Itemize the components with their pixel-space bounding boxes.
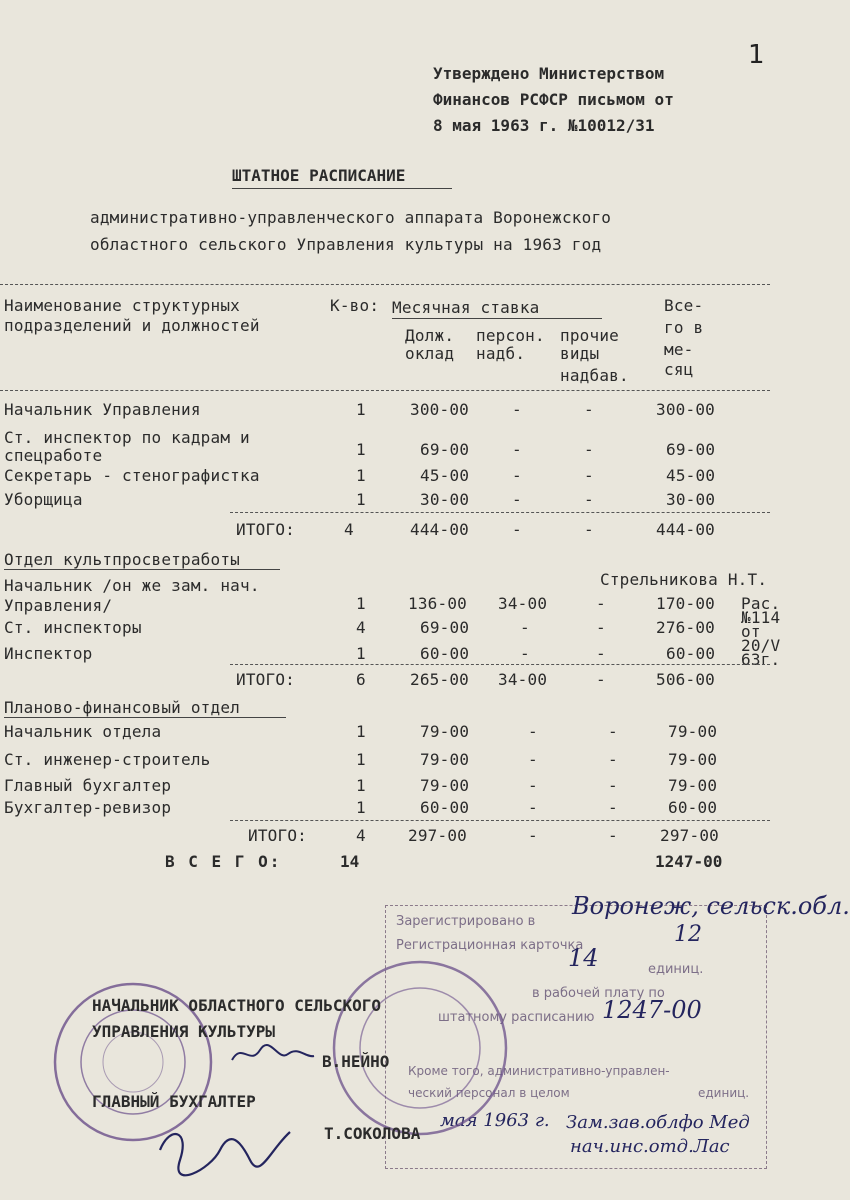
header-personal-2: надб.: [476, 344, 526, 363]
stamp-line-1: Зарегистрировано в: [396, 914, 536, 929]
subtotal-personal: -: [512, 520, 522, 539]
header-personal-1: персон.: [476, 326, 545, 345]
row-salary: 79-00: [420, 750, 470, 769]
row-personal: -: [512, 490, 522, 509]
row-qty: 1: [356, 750, 366, 769]
subtitle-line-1: административно-управленческого аппарата Воронежского: [90, 208, 612, 227]
accountant-title: ГЛАВНЫЙ БУХГАЛТЕР: [92, 1092, 256, 1111]
header-salary-2: оклад: [405, 344, 455, 363]
row-personal: 34-00: [498, 594, 548, 613]
row-other: -: [608, 776, 618, 795]
section-title: Планово-финансовый отдел: [4, 698, 240, 717]
hw-units: 14: [568, 944, 599, 972]
row-total: 79-00: [668, 722, 718, 741]
header-total-1: Все-: [664, 296, 704, 315]
subtotal-other: -: [608, 826, 618, 845]
row-other: -: [608, 722, 618, 741]
row-title-cont: Управления/: [4, 596, 113, 615]
row-personal: -: [512, 466, 522, 485]
row-title: Главный бухгалтер: [4, 776, 172, 795]
row-qty: 4: [356, 618, 366, 637]
row-other: -: [584, 490, 594, 509]
head-title-1: НАЧАЛЬНИК ОБЛАСТНОГО СЕЛЬСКОГО: [92, 996, 381, 1015]
table-header-rule: [0, 390, 770, 391]
row-salary: 60-00: [420, 644, 470, 663]
hw-card: 12: [674, 922, 702, 947]
row-title: Начальник /он же зам. нач.: [4, 576, 260, 595]
subtotal-total: 444-00: [656, 520, 715, 539]
row-personal: -: [520, 618, 530, 637]
row-personal: -: [520, 644, 530, 663]
hw-line-2: нач.инс.отд.Лас: [570, 1136, 730, 1157]
row-personal: -: [528, 722, 538, 741]
header-total-4: сяц: [664, 360, 694, 379]
title-underline: [232, 188, 452, 189]
header-qty: К-во:: [330, 296, 380, 315]
row-other: -: [596, 618, 606, 637]
row-title: Начальник Управления: [4, 400, 201, 419]
subtotal-total: 506-00: [656, 670, 715, 689]
head-title-2: УПРАВЛЕНИЯ КУЛЬТУРЫ: [92, 1022, 276, 1041]
row-other: -: [608, 750, 618, 769]
header-salary-1: Долж.: [405, 326, 455, 345]
header-other-3: надбав.: [560, 366, 629, 385]
grand-total-sum: 1247-00: [655, 852, 723, 871]
row-total: 45-00: [666, 466, 716, 485]
row-total: 69-00: [666, 440, 716, 459]
section-title-underline: [4, 717, 286, 718]
side-note-3: от: [741, 622, 761, 641]
row-salary: 69-00: [420, 440, 470, 459]
section-note: Стрельникова Н.Т.: [600, 570, 768, 589]
subtotal-rule: [230, 664, 770, 665]
row-personal: -: [528, 798, 538, 817]
row-total: 79-00: [668, 750, 718, 769]
stamp-line-8: единиц.: [698, 1086, 750, 1100]
subtotal-qty: 4: [356, 826, 366, 845]
round-seal-right: [325, 958, 515, 1138]
row-total: 170-00: [656, 594, 715, 613]
approval-line-3: 8 мая 1963 г. №10012/31: [433, 116, 655, 135]
row-salary: 30-00: [420, 490, 470, 509]
row-total: 60-00: [668, 798, 718, 817]
hw-sum: 1247-00: [602, 996, 702, 1024]
subtotal-other: -: [584, 520, 594, 539]
row-qty: 1: [356, 798, 366, 817]
row-total: 300-00: [656, 400, 715, 419]
row-other: -: [584, 440, 594, 459]
stamp-line-2: Регистрационная карточка: [396, 938, 584, 953]
subtotal-personal: -: [528, 826, 538, 845]
row-title: Уборщица: [4, 490, 83, 509]
row-total: 60-00: [666, 644, 716, 663]
head-signature: [228, 1040, 318, 1070]
row-qty: 1: [356, 594, 366, 613]
hw-line-1: Зам.зав.облфо Мед: [566, 1112, 750, 1133]
section-title-underline: [4, 569, 280, 570]
hw-place: Воронеж, сельск.обл.: [572, 892, 850, 920]
stamp-line-4: в рабочей плату по: [532, 986, 665, 1001]
subtotal-qty: 6: [356, 670, 366, 689]
page-number: 1: [748, 40, 765, 70]
row-other: -: [596, 594, 606, 613]
hw-date: мая 1963 г.: [440, 1110, 550, 1131]
subtotal-rule: [230, 512, 770, 513]
side-note-1: Рас.: [741, 594, 781, 613]
subtotal-qty: 4: [344, 520, 354, 539]
stamp-line-6: Кроме того, административно-управлен-: [408, 1064, 670, 1078]
row-title: Инспектор: [4, 644, 93, 663]
row-title-cont: спецработе: [4, 446, 103, 465]
row-title: Секретарь - стенографистка: [4, 466, 260, 485]
header-other-1: прочие: [560, 326, 619, 345]
row-title: Ст. инспекторы: [4, 618, 142, 637]
row-other: -: [608, 798, 618, 817]
header-total-3: ме-: [664, 340, 694, 359]
accountant-name: Т.СОКОЛОВА: [324, 1124, 421, 1143]
grand-total-qty: 14: [340, 852, 360, 871]
row-salary: 79-00: [420, 776, 470, 795]
row-qty: 1: [356, 400, 366, 419]
head-name: В.НЕЙНО: [322, 1052, 390, 1071]
header-name-2: подразделений и должностей: [4, 316, 260, 335]
subtotal-personal: 34-00: [498, 670, 548, 689]
header-other-2: виды: [560, 344, 600, 363]
row-qty: 1: [356, 466, 366, 485]
row-qty: 1: [356, 490, 366, 509]
approval-line-1: Утверждено Министерством: [433, 64, 665, 83]
row-title: Начальник отдела: [4, 722, 162, 741]
row-salary: 136-00: [408, 594, 467, 613]
subtotal-salary: 444-00: [410, 520, 469, 539]
subtotal-other: -: [596, 670, 606, 689]
row-total: 30-00: [666, 490, 716, 509]
side-note-4: 20/V: [741, 636, 781, 655]
row-salary: 300-00: [410, 400, 469, 419]
row-salary: 69-00: [420, 618, 470, 637]
header-total-2: го в: [664, 318, 704, 337]
row-qty: 1: [356, 644, 366, 663]
row-personal: -: [528, 776, 538, 795]
row-salary: 45-00: [420, 466, 470, 485]
header-monthly-underline: [392, 318, 602, 319]
table-top-rule: [0, 284, 770, 285]
document-title: ШТАТНОЕ РАСПИСАНИЕ: [232, 166, 406, 185]
subtotal-salary: 297-00: [408, 826, 467, 845]
accountant-signature: [150, 1120, 300, 1180]
row-title: Ст. инспектор по кадрам и: [4, 428, 250, 447]
subtitle-line-2: областного сельского Управления культуры на 1963 год: [90, 235, 602, 254]
row-personal: -: [528, 750, 538, 769]
stamp-line-5: штатному расписанию: [438, 1010, 595, 1025]
side-note-5: 63г.: [741, 650, 781, 669]
row-title: Ст. инженер-строитель: [4, 750, 211, 769]
subtotal-total: 297-00: [660, 826, 719, 845]
subtotal-label: ИТОГО:: [236, 670, 295, 689]
header-monthly: Месячная ставка: [392, 298, 540, 317]
row-salary: 79-00: [420, 722, 470, 741]
row-total: 276-00: [656, 618, 715, 637]
row-total: 79-00: [668, 776, 718, 795]
row-qty: 1: [356, 776, 366, 795]
subtotal-salary: 265-00: [410, 670, 469, 689]
row-other: -: [584, 466, 594, 485]
subtotal-label: ИТОГО:: [236, 520, 295, 539]
stamp-line-3: единиц.: [648, 962, 704, 977]
approval-line-2: Финансов РСФСР письмом от: [433, 90, 674, 109]
stamp-line-7: ческий персонал в целом: [408, 1086, 570, 1100]
header-name-1: Наименование структурных: [4, 296, 240, 315]
row-salary: 60-00: [420, 798, 470, 817]
section-title: Отдел культпросветработы: [4, 550, 240, 569]
subtotal-label: ИТОГО:: [248, 826, 307, 845]
row-other: -: [596, 644, 606, 663]
grand-total-label: В С Е Г О:: [165, 852, 282, 871]
subtotal-rule: [230, 820, 770, 821]
row-title: Бухгалтер-ревизор: [4, 798, 172, 817]
row-personal: -: [512, 400, 522, 419]
row-other: -: [584, 400, 594, 419]
side-note-2: №114: [741, 608, 781, 627]
row-qty: 1: [356, 722, 366, 741]
row-qty: 1: [356, 440, 366, 459]
row-personal: -: [512, 440, 522, 459]
